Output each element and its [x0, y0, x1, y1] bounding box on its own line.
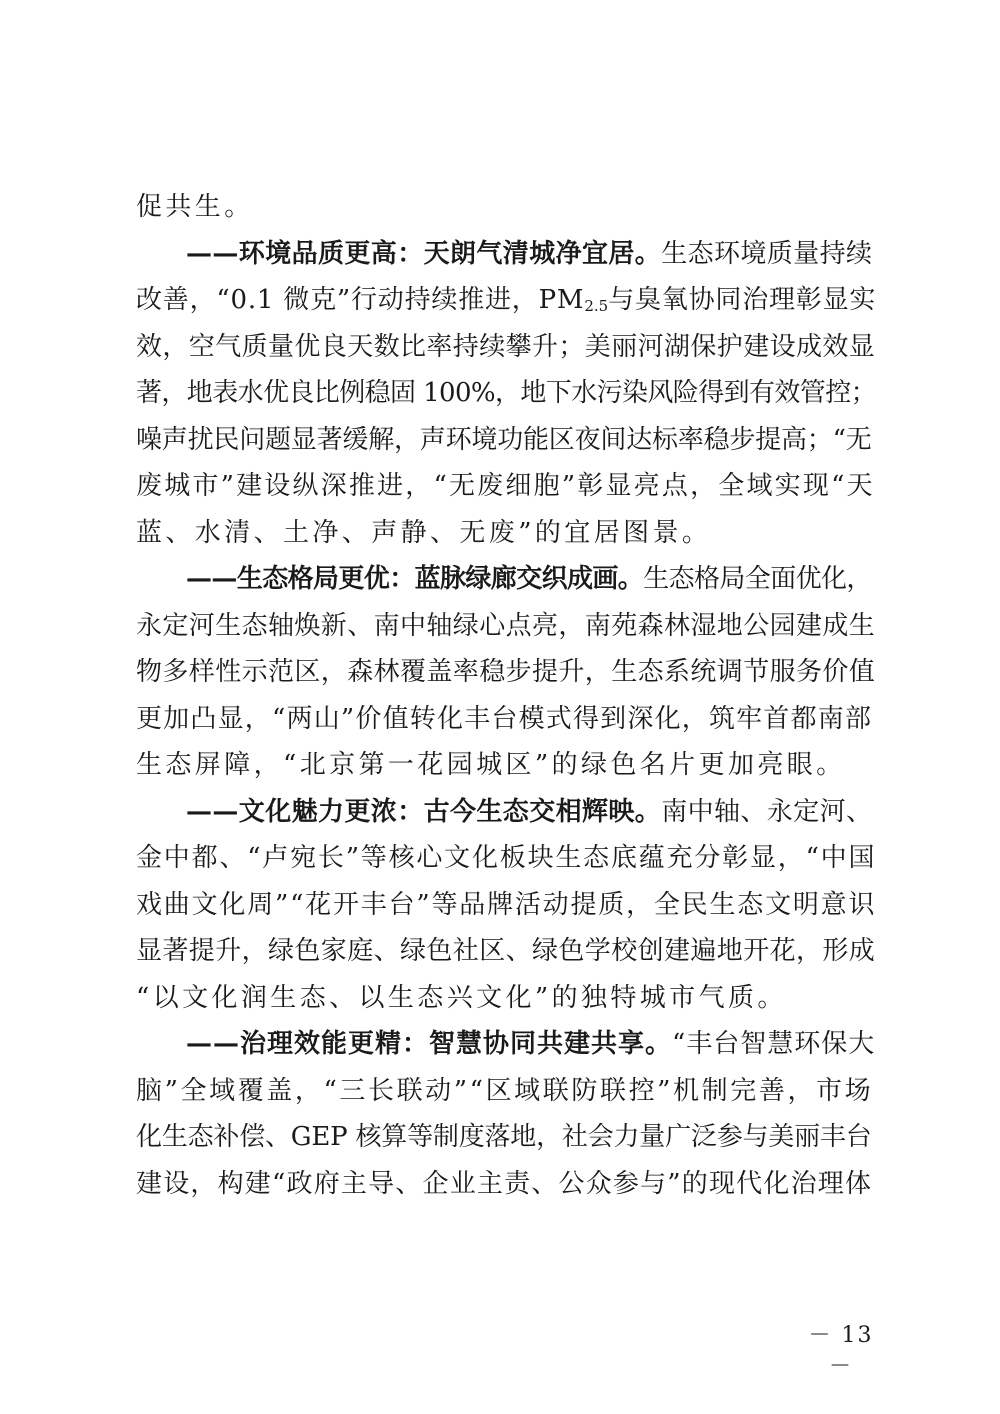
text-line: 蓝、水清、土净、声静、无废”的宜居图景。 — [136, 517, 712, 548]
text-line: 戏曲文化周”“花开丰台”等品牌活动提质，全民生态文明意识 — [136, 889, 877, 920]
paragraph-heading: ——文化魅力更浓：古今生态交相辉映。 — [186, 796, 662, 827]
text-line: 更加凸显，“两山”价值转化丰台模式得到深化，筑牢首都南部 — [136, 703, 873, 734]
page-number: － 13 － — [808, 1323, 874, 1379]
paragraph-start-line: ——治理效能更精：智慧协同共建共享。“丰台智慧环保大 — [186, 1029, 876, 1059]
text-line: 物多样性示范区，森林覆盖率稳步提升，生态系统调节服务价值 — [136, 657, 876, 687]
paragraph-start-line: ——文化魅力更浓：古今生态交相辉映。南中轴、永定河、 — [186, 796, 873, 827]
text-line: 噪声扰民问题显著缓解，声环境功能区夜间达标率稳步提高；“无 — [136, 424, 872, 455]
paragraph-heading: ——环境品质更高：天朗气清城净宜居。 — [186, 238, 662, 269]
body-text — [136, 184, 876, 1207]
paragraph-heading: ——生态格局更优：蓝脉绿廊交织成画。 — [186, 564, 644, 594]
text-line: 废城市”建设纵深推进，“无废细胞”彰显亮点，全域实现“天 — [136, 471, 875, 501]
text-line: 显著提升，绿色家庭、绿色社区、绿色学校创建遍地开花，形成 — [136, 936, 876, 966]
subscript: 2.5 — [584, 297, 609, 315]
text-line: 改善，“0.1 微克”行动持续推进，$PM_{2.5}$与臭氧协同治理彰显实 — [136, 285, 877, 315]
text-line: 化生态补偿、GEP 核算等制度落地，社会力量广泛参与美丽丰台 — [136, 1122, 872, 1152]
paragraph-heading: ——治理效能更精：智慧协同共建共享。 — [186, 1029, 673, 1059]
text-line: 金中都、“卢宛长”等核心文化板块生态底蕴充分彰显，“中国 — [136, 843, 877, 873]
text-line: 生态屏障，“北京第一花园城区”的绿色名片更加亮眼。 — [136, 750, 846, 780]
text-line: “以文化润生态、以生态兴文化”的独特城市气质。 — [136, 982, 787, 1013]
text-line: 促共生。 — [136, 192, 254, 222]
paragraph-start-line: ——生态格局更优：蓝脉绿廊交织成画。生态格局全面优化， — [186, 564, 872, 594]
text-line: 效，空气质量优良天数比率持续攀升；美丽河湖保护建设成效显 — [136, 331, 876, 362]
paragraph-start-line: ——环境品质更高：天朗气清城净宜居。生态环境质量持续 — [186, 238, 873, 269]
text-line: 建设，构建“政府主导、企业主责、公众参与”的现代化治理体 — [136, 1168, 873, 1199]
text-line: 永定河生态轴焕新、南中轴绿心点亮，南苑森林湿地公园建成生 — [136, 610, 876, 641]
text-line: 脑”全域覆盖，“三长联动”“区域联防联控”机制完善，市场 — [136, 1075, 874, 1106]
text-line: 著，地表水优良比例稳固 100%，地下水污染风险得到有效管控； — [136, 378, 876, 408]
